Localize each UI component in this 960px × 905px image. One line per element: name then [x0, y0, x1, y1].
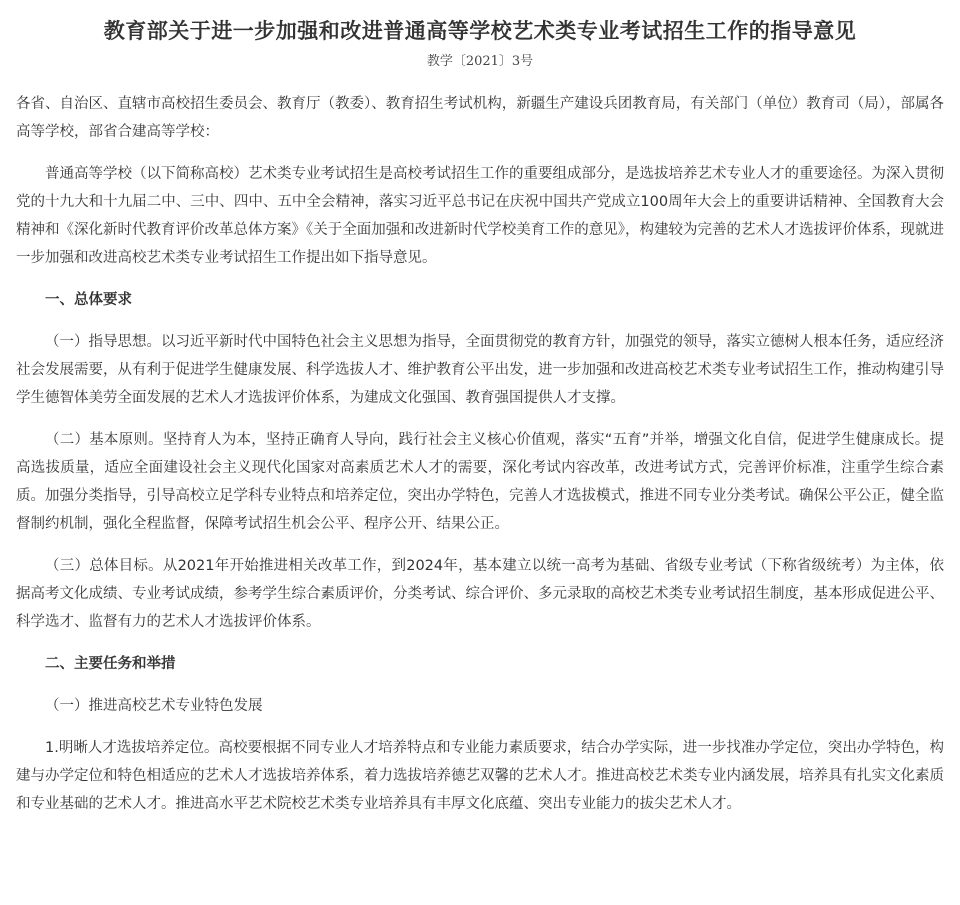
- basic-principles-paragraph: （二）基本原则。坚持育人为本，坚持正确育人导向，践行社会主义核心价值观，落实“五育”并举，增强文化自信，促进学生健康成长。提高选拔质量，适应全面建设社会主义现代化国家对高素质艺术人才的需要，深化考试内容改革，改进考试方式，完善评价标准，注重学生综合素质。加强分类指导，引导高校立足学科专业特点和培养定位，突出办学特色，完善人才选拔模式，推进不同专业分类考试。确保公平公正，健全监督制约机制，强化全程监督，保障考试招生机会公平、程序公开、结果公正。: [16, 432, 944, 532]
- guiding-ideology-paragraph: （一）指导思想。以习近平新时代中国特色社会主义思想为指导，全面贯彻党的教育方针，加强党的领导，落实立德树人根本任务，适应经济社会发展需要，从有利于促进学生健康发展、科学选拔人才、维护教育公平出发，进一步加强和改进高校艺术类专业考试招生工作，推动构建引导学生德智体美劳全面发展的艺术人才选拔评价体系，为建成文化强国、教育强国提供人才支撑。: [16, 334, 944, 406]
- subsection-heading-art-specialty: （一）推进高校艺术专业特色发展: [45, 698, 263, 714]
- section-heading-main-tasks: 二、主要任务和举措: [45, 656, 176, 672]
- section-heading-general-requirements: 一、总体要求: [45, 292, 132, 308]
- overall-goals-paragraph: （三）总体目标。从2021年开始推进相关改革工作，到2024年，基本建立以统一高考为基础、省级专业考试（下称省级统考）为主体，依据高考文化成绩、专业考试成绩，参考学生综合素质评价，分类考试、综合评价、多元录取的高校艺术类专业考试招生制度，基本形成促进公平、科学选才、监督有力的艺术人才选拔评价体系。: [16, 558, 944, 630]
- intro-paragraph: 普通高等学校（以下简称高校）艺术类专业考试招生是高校考试招生工作的重要组成部分，是选拔培养艺术专业人才的重要途径。为深入贯彻党的十九大和十九届二中、三中、四中、五中全会精神，落实习近平总书记在庆祝中国共产党成立100周年大会上的重要讲话精神、全国教育大会精神和《深化新时代教育评价改革总体方案》《关于全面加强和改进新时代学校美育工作的意见》，构建较为完善的艺术人才选拔评价体系，现就进一步加强和改进高校艺术类专业考试招生工作提出如下指导意见。: [16, 166, 944, 266]
- talent-selection-paragraph: 1.明晰人才选拔培养定位。高校要根据不同专业人才培养特点和专业能力素质要求，结合办学实际，进一步找准办学定位，突出办学特色，构建与办学定位和特色相适应的艺术人才选拔培养体系，着力选拔培养德艺双馨的艺术人才。推进高校艺术类专业内涵发展，培养具有扎实文化素质和专业基础的艺术人才。推进高水平艺术院校艺术类专业培养具有丰厚文化底蕴、突出专业能力的拔尖艺术人才。: [16, 740, 944, 812]
- address-paragraph: 各省、自治区、直辖市高校招生委员会、教育厅（教委）、教育招生考试机构，新疆生产建设兵团教育局，有关部门（单位）教育司（局），部属各高等学校，部省合建高等学校：: [16, 96, 944, 140]
- document-title: 教育部关于进一步加强和改进普通高等学校艺术类专业考试招生工作的指导意见: [103, 18, 857, 43]
- document-number: 教学〔2021〕3号: [426, 54, 534, 69]
